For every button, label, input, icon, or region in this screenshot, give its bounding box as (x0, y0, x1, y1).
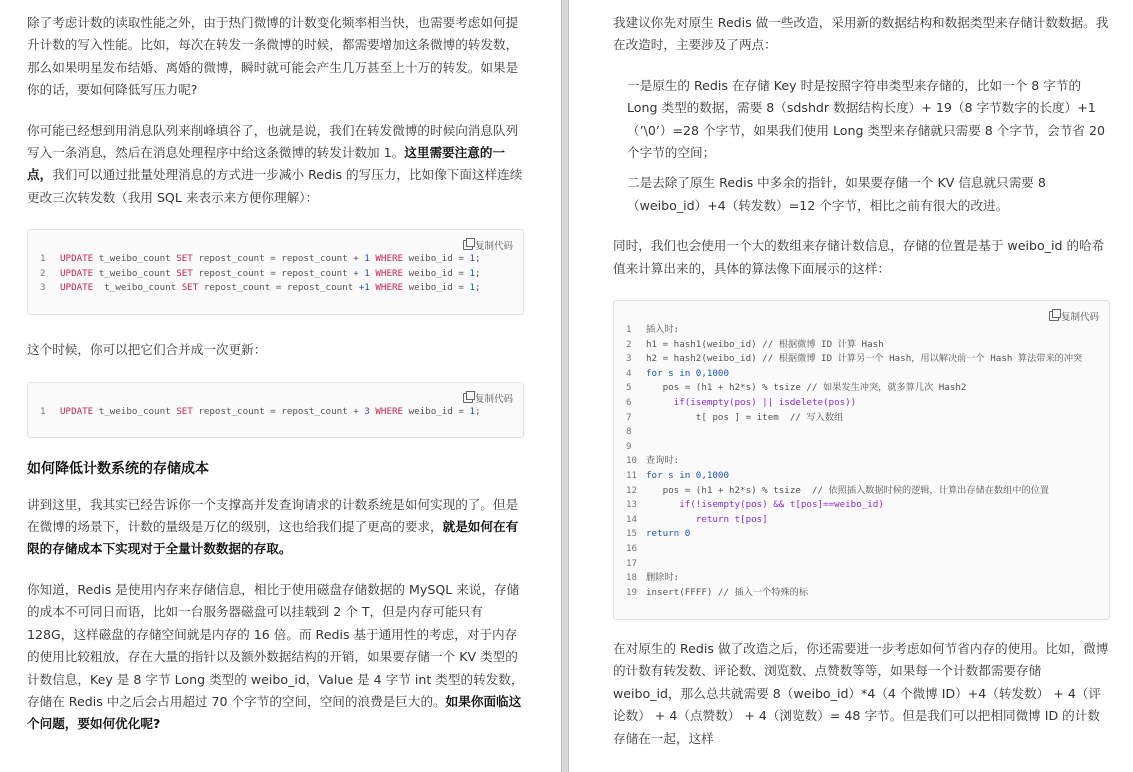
code-line: 5 pos = (h1 + h2*s) % tsize // 如果发生冲突，就多算几次 Hash2 (626, 382, 967, 394)
left-page (0, 0, 561, 772)
page-divider (561, 0, 569, 772)
copy-code-button[interactable] (463, 391, 513, 405)
code-line: 16 (626, 542, 638, 554)
copy-icon (463, 240, 473, 250)
paragraph-memory-saving: 在对原生的 Redis 做了改造之后，你还需要进一步考虑如何节省内存的使用。比如，微博的计数有转发数、评论数、浏览数、点赞数等等，如果每一个计数都需要存储 weibo_id，那么总共就需要 8（weibo_id）*4（4 个微博 ID）+4（转发数） + 4（评论数） + 4（点赞数） + 4（浏览数）= 48 字节。但是我们可以把相同微博 ID 的计数存储在一起，这样 (613, 641, 1109, 746)
copy-code-button[interactable] (1049, 309, 1099, 323)
copy-icon (1049, 311, 1059, 321)
paragraph-redis-modification: 我建议你先对原生 Redis 做一些改造，采用新的数据结构和数据类型来存储计数数据。我在改造时，主要涉及了两点： (613, 15, 1109, 53)
paragraph-merge-update: 这个时候，你可以把它们合并成一次更新： (27, 342, 267, 358)
code-lines (40, 252, 481, 296)
code-line: 12 pos = (h1 + h2*s) % tsize // 依照插入数据时候的逻辑，计算出存储在数组中的位置 (626, 484, 1050, 496)
code-line: 19 insert(FFFF) // 插入一个特殊的标 (626, 586, 809, 598)
code-line: 18 删除时: (626, 572, 680, 584)
copy-code-label: 复制代码 (1060, 312, 1099, 324)
code-line: 4 for s in 0,1000 (626, 367, 729, 379)
code-block-merged-sql (27, 382, 524, 438)
code-line: 15 return 0 (626, 528, 691, 540)
copy-icon (463, 393, 473, 403)
paragraph-storage-cost-intro: 讲到这里，我其实已经告诉你一个支撑高并发查询请求的计数系统是如何实现的了。但是在微博的场景下，计数的量级是万亿的级别，这也给我们提了更高的要求，就是如何在有限的存储成本下实现对于全量计数数据的存取。 (27, 496, 519, 557)
code-line: 6 if(isempty(pos) || isdelete(pos)) (626, 397, 857, 409)
text-span: 你可能已经想到用消息队列来削峰填谷了，也就是说，我们在转发微博的时候向消息队列写入一条消息，然后在消息处理程序中给这条微博的转发计数加 1。 (27, 122, 519, 161)
copy-code-label: 复制代码 (474, 393, 513, 405)
code-lines (40, 405, 481, 420)
section-heading: 如何降低计数系统的存储成本 (27, 460, 209, 477)
code-line: 11 for s in 0,1000 (626, 470, 729, 481)
bold-text: 就是如何在有限的存储成本下实现对于全量计数数据的存取。 (27, 519, 519, 557)
paragraph-point-one: 一是原生的 Redis 在存储 Key 时是按照字符串类型来存储的，比如一个 8 字节的 Long 类型的数据，需要 8（sdshdr 数据结构长度）+ 19（8 字节数字的长度）+1（’\0’）=28 个字节，如果我们使用 Long 类型来存储就只需要 8 个字节，会节省 20 个字节的空间； (627, 77, 1105, 161)
code-line: 2 h1 = hash1(weibo_id) // 根据微博 ID 计算 Hash (626, 338, 884, 350)
code-line: 3 h2 = hash2(weibo_id) // 根据微博 ID 计算另一个 Hash，用以解决前一个 Hash 算法带来的冲突 (626, 353, 1083, 365)
code-line: 1 插入时: (626, 324, 680, 336)
quote-block (613, 75, 1110, 217)
code-line: 1 UPDATE t_weibo_count SET repost_count = repost_count + 1 WHERE weibo_id = 1; (40, 253, 481, 265)
code-line: 13 if(!isempty(pos) && t[pos]==weibo_id) (626, 499, 884, 511)
code-line: 7 t[ pos ] = item // 写入数组 (626, 411, 844, 423)
copy-code-button[interactable] (463, 238, 513, 252)
code-line: 10 查询时: (626, 455, 680, 467)
right-column (613, 12, 1110, 750)
paragraph-message-queue (27, 120, 524, 210)
code-line: 17 (626, 557, 638, 569)
code-line: 14 return t[pos] (626, 513, 768, 525)
text-span: 我们可以通过批量处理消息的方式进一步减小 Redis 的写压力，比如像下面这样连续更改三次转发数（我用 SQL 来表示来方便你理解）： (27, 167, 523, 205)
right-page (569, 0, 1133, 772)
code-line: 3 UPDATE t_weibo_count SET repost_count = repost_count +1 WHERE weibo_id = 1; (40, 282, 481, 294)
paragraph-write-performance: 除了考虑计数的读取性能之外，由于热门微博的计数变化频率相当快，也需要考虑如何提升计数的写入性能。比如，每次在转发一条微博的时候，都需要增加这条微博的转发数，那么如果明星发布结婚、离婚的微博，瞬时就可能会产生几万甚至上十万的转发。如果是你的话，要如何降低写压力呢? (27, 15, 519, 98)
code-block-update-sql (27, 229, 524, 315)
code-block-hash-algorithm (613, 300, 1110, 620)
paragraph-array-storage: 同时，我们也会使用一个大的数组来存储计数信息，存储的位置是基于 weibo_id 的哈希值来计算出来的，具体的算法像下面展示的这样： (613, 238, 1105, 276)
code-line: 9 (626, 440, 632, 452)
bold-text: 如果你面临这个问题，要如何优化呢? (27, 693, 522, 732)
code-lines (626, 323, 1091, 600)
copy-code-label: 复制代码 (474, 241, 513, 253)
paragraph-point-two: 二是去除了原生 Redis 中多余的指针，如果要存储一个 KV 信息就只需要 8（weibo_id）+4（转发数）=12 个字节，相比之前有很大的改进。 (627, 175, 1046, 213)
code-line: 1 UPDATE t_weibo_count SET repost_count = repost_count + 3 WHERE weibo_id = 1; (40, 405, 481, 417)
code-line: 2 UPDATE t_weibo_count SET repost_count = repost_count + 1 WHERE weibo_id = 1; (40, 267, 481, 279)
paragraph-redis-memory: 你知道，Redis 是使用内存来存储信息，相比于使用磁盘存储数据的 MySQL 来说，存储的成本不可同日而语，比如一台服务器磁盘可以挂载到 2 个 T，但是内存可能只有 128G，这样磁盘的存储空间就是内存的 16 倍。而 Redis 基于通用性的考虑，对于内存的使用比较粗放，存在大量的指针以及额外数据结构的开销，如果要存储一个 KV 类型的计数信息，Key 是 8 字节 Long 类型的 weibo_id，Value 是 4 字节 int 类型的转发数，存储在 Redis 中之后会占用超过 70 个字节的空间，空间的浪费是巨大的。如果你面临这个问题，要如何优化呢? (27, 581, 524, 732)
bold-text: 这里需要注意的一点， (27, 145, 505, 183)
code-line: 8 (626, 426, 632, 438)
left-column (27, 12, 524, 736)
